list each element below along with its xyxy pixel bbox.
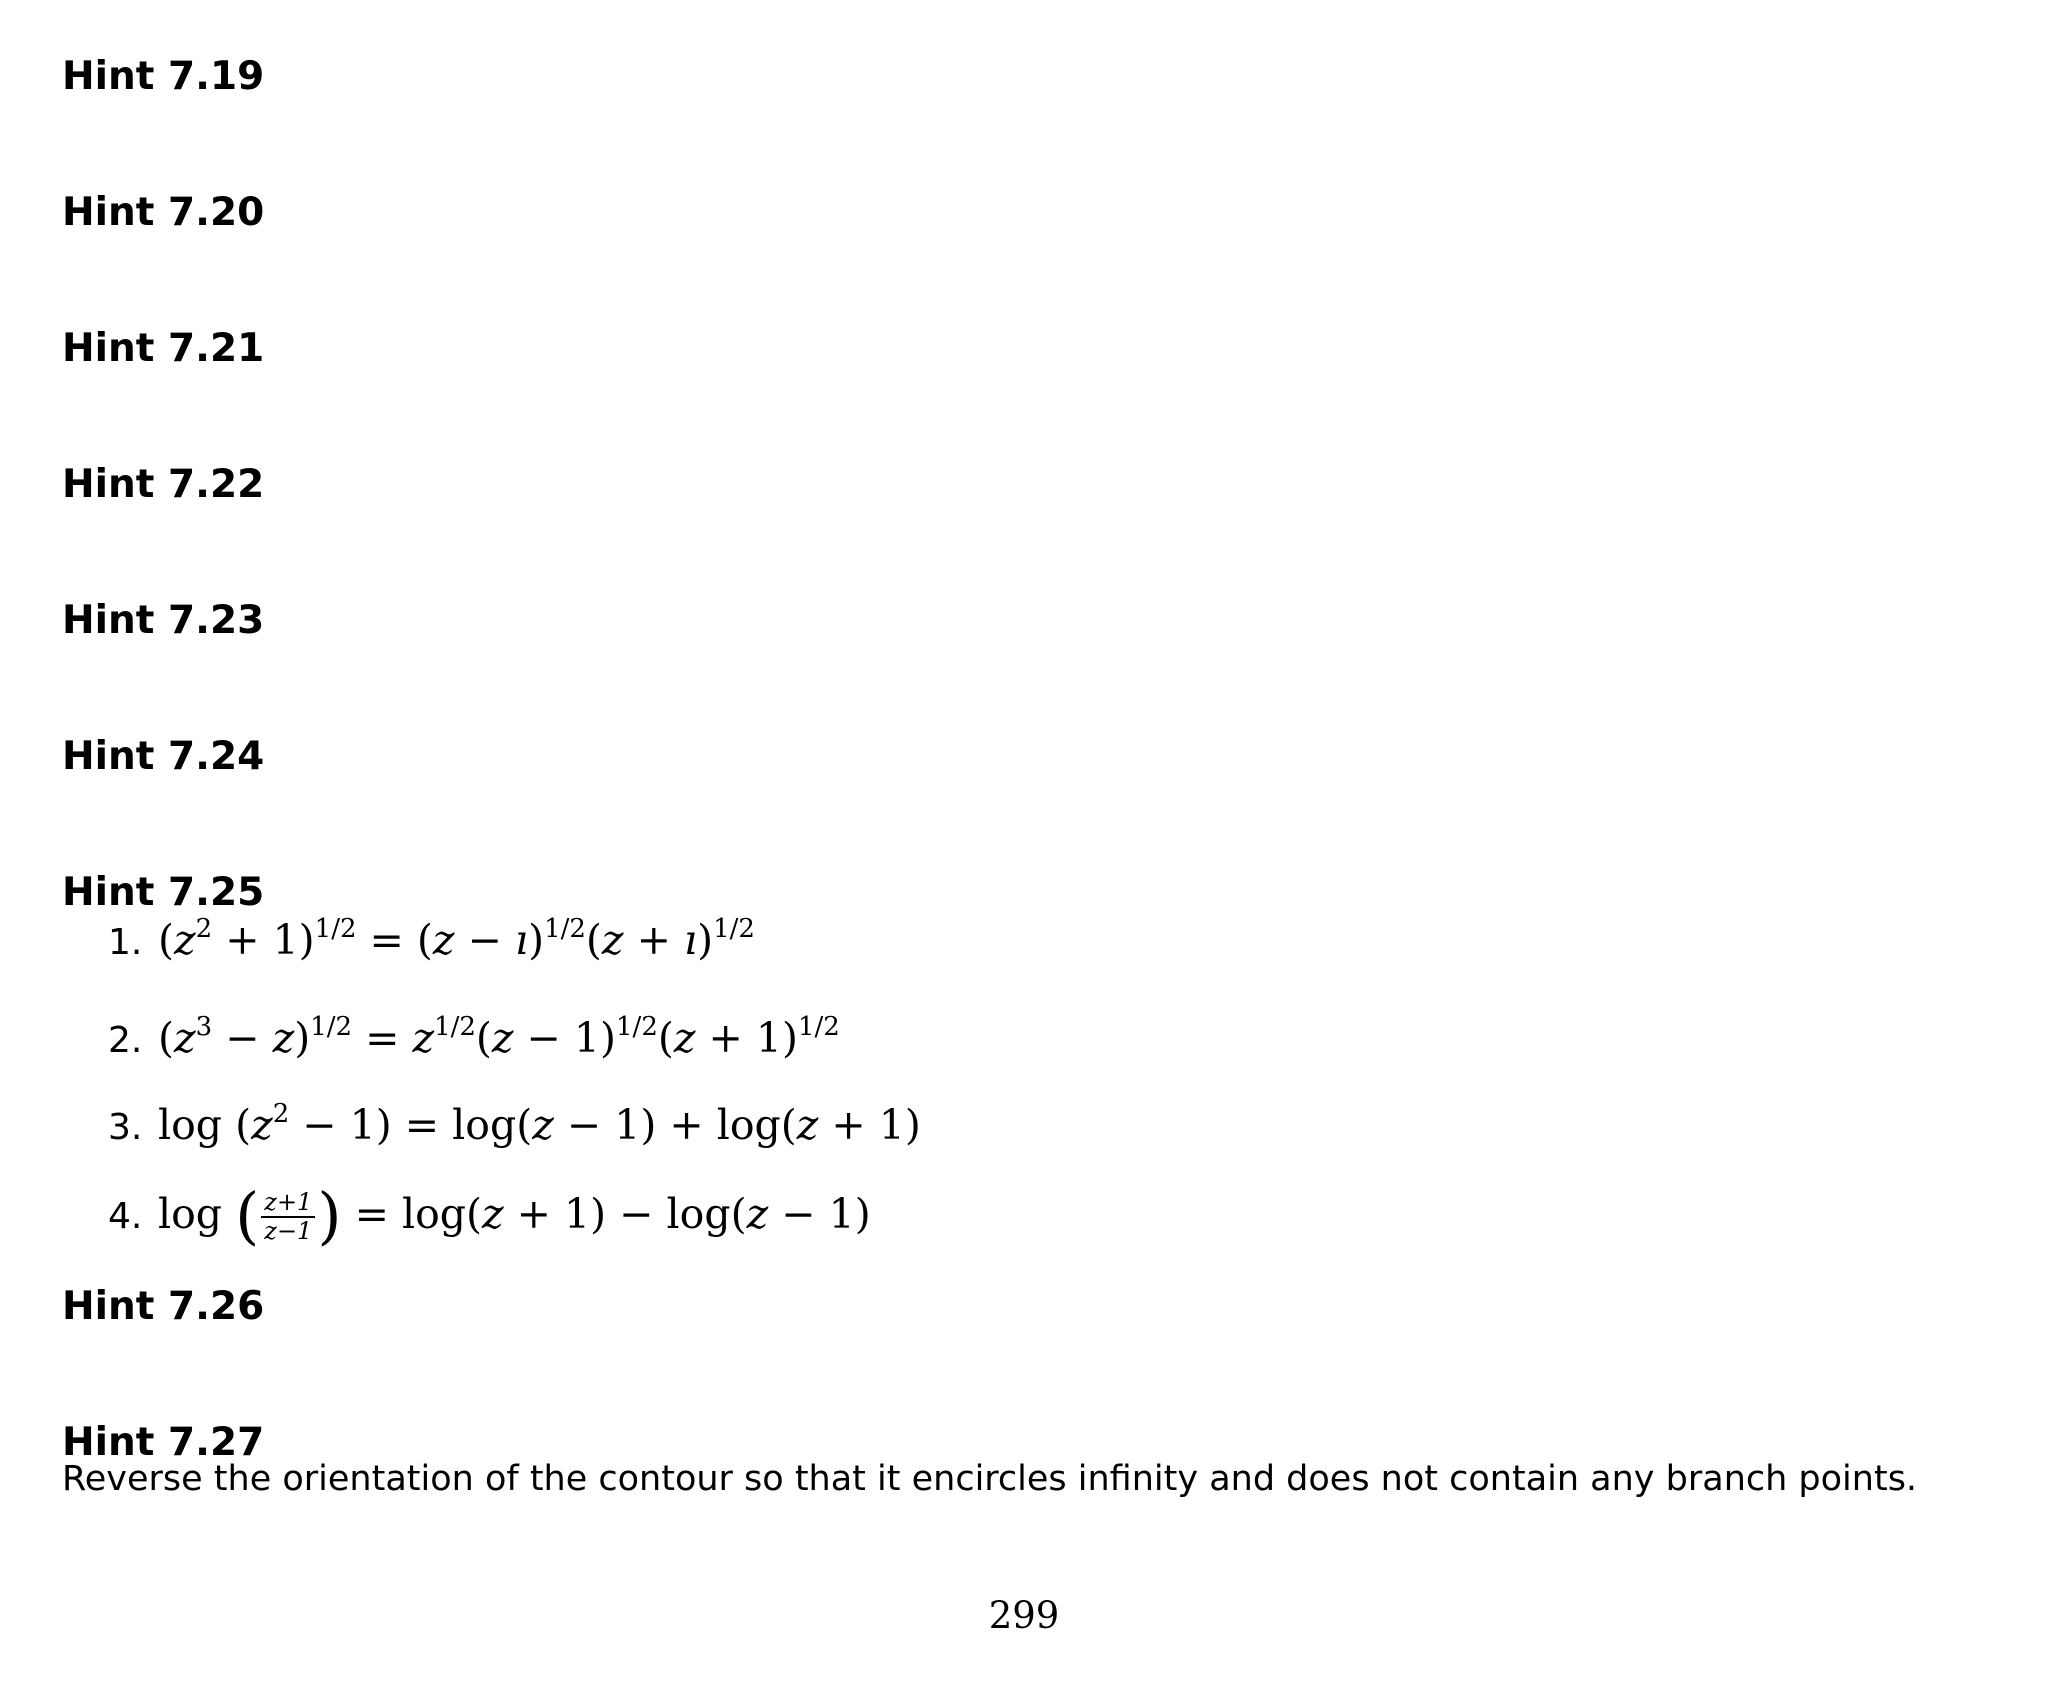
formula-sqrt-z-squared-plus-one: $(z^2 + 1)^{1/2} = (z$ − ı)$^{1/2}$(z + ı)$^{1/2}$: [158, 914, 755, 964]
hint-7-19-title: Hint 7.19: [62, 54, 265, 99]
hint-7-25-title: Hint 7.25: [62, 870, 265, 915]
hint-7-22-title: Hint 7.22: [62, 462, 265, 507]
formula-sqrt-z-cubed-minus-z: $(z^3 - z)^{1/2} = z^{1/2}(z - 1)^{1/2}(z + 1)^{1/2}$: [158, 1012, 840, 1062]
hint-7-23-title: Hint 7.23: [62, 598, 265, 643]
formula-log-z-squared-minus-one: $\log (z^2 - 1) = \log(z - 1) + \log(z + 1)$: [158, 1099, 921, 1149]
item-number: 3.: [108, 1107, 143, 1148]
hint-7-25-item-4: [108, 1178, 871, 1252]
hint-7-25-item-1: [108, 914, 755, 964]
hint-7-20-title: Hint 7.20: [62, 190, 265, 235]
fraction: $\frac{z+1}{z-1}$: [261, 1190, 315, 1244]
hint-7-27-text: Reverse the orientation of the contour so that it encircles infinity and does not contain any branch points.: [62, 1459, 1918, 1499]
hint-7-25-item-2: [108, 1012, 840, 1062]
item-number: 1.: [108, 922, 143, 963]
hint-7-27-title: Hint 7.27: [62, 1420, 265, 1465]
hint-7-21-title: Hint 7.21: [62, 326, 265, 371]
item-number: 2.: [108, 1020, 143, 1061]
hint-7-24-title: Hint 7.24: [62, 734, 265, 779]
item-number: 4.: [108, 1195, 143, 1237]
page-number: 299: [988, 1594, 1060, 1637]
hint-7-25-item-3: [108, 1099, 921, 1149]
hint-7-26-title: Hint 7.26: [62, 1284, 265, 1329]
formula-log-quotient: log ( $\frac{z+1}{z-1}$ ) = log(z + 1) − log(z − 1): [158, 1178, 871, 1252]
